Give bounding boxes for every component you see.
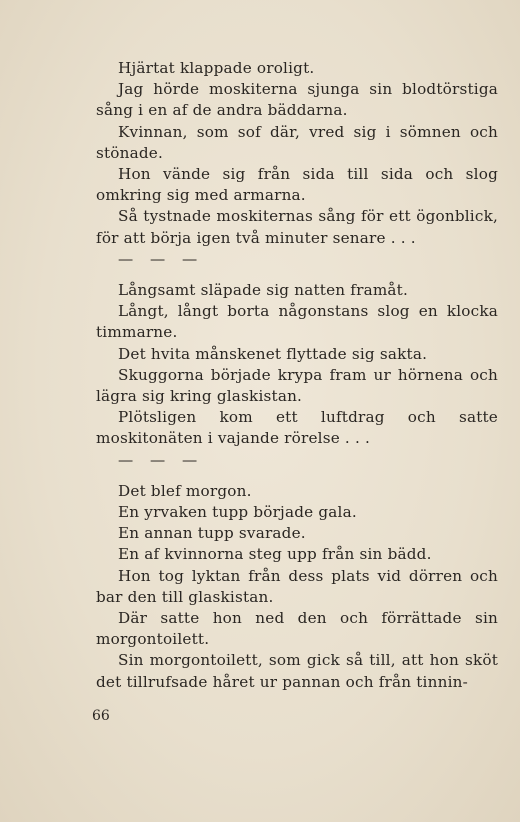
section-separator: — — — [118,450,204,469]
paragraph: Hjärtat klappade oroligt. [118,59,315,77]
paragraph: Långt, långt borta någonstans slog en klocka timmarne. [96,302,498,342]
paragraph: Sin morgontoilett, som gick så till, att hon sköt det tillrufsade håret ur pannan och från tinnin- [96,651,498,691]
body-text [96,58,498,693]
paragraph: Det blef morgon. [118,481,252,500]
paragraph: Hon vände sig från sida till sida och slog omkring sig med armarna. [96,165,498,205]
paragraph: En yrvaken tupp började gala. [118,503,357,522]
paragraph: Så tystnade moskiternas sång för ett ögonblick, för att börja igen två minuter senare . . . [96,207,498,247]
paragraph: Där satte hon ned den och förrättade sin morgontoilett. [96,609,498,649]
section-separator: — — — [118,249,204,268]
paragraph: En af kvinnorna steg upp från sin bädd. [118,545,432,564]
page-number: 66 [92,708,110,724]
paragraph: Kvinnan, som sof där, vred sig i sömnen och stönade. [96,122,498,162]
paragraph: Långsamt släpade sig natten framåt. [118,281,409,300]
paragraph: Hon tog lyktan från dess plats vid dörren och bar den till glaskistan. [96,566,498,606]
paragraph: Det hvita månskenet flyttade sig sakta. [118,344,428,363]
paragraph: En annan tupp svarade. [118,524,306,543]
paragraph: Skuggorna började krypa fram ur hörnena och lägra sig kring glaskistan. [96,365,498,406]
paragraph: Plötsligen kom ett luftdrag och satte moskitonäten i vajande rörelse . . . [96,408,498,448]
paragraph: Jag hörde moskiterna sjunga sin blodtörstiga sång i en af de andra bäddarna. [96,80,498,120]
